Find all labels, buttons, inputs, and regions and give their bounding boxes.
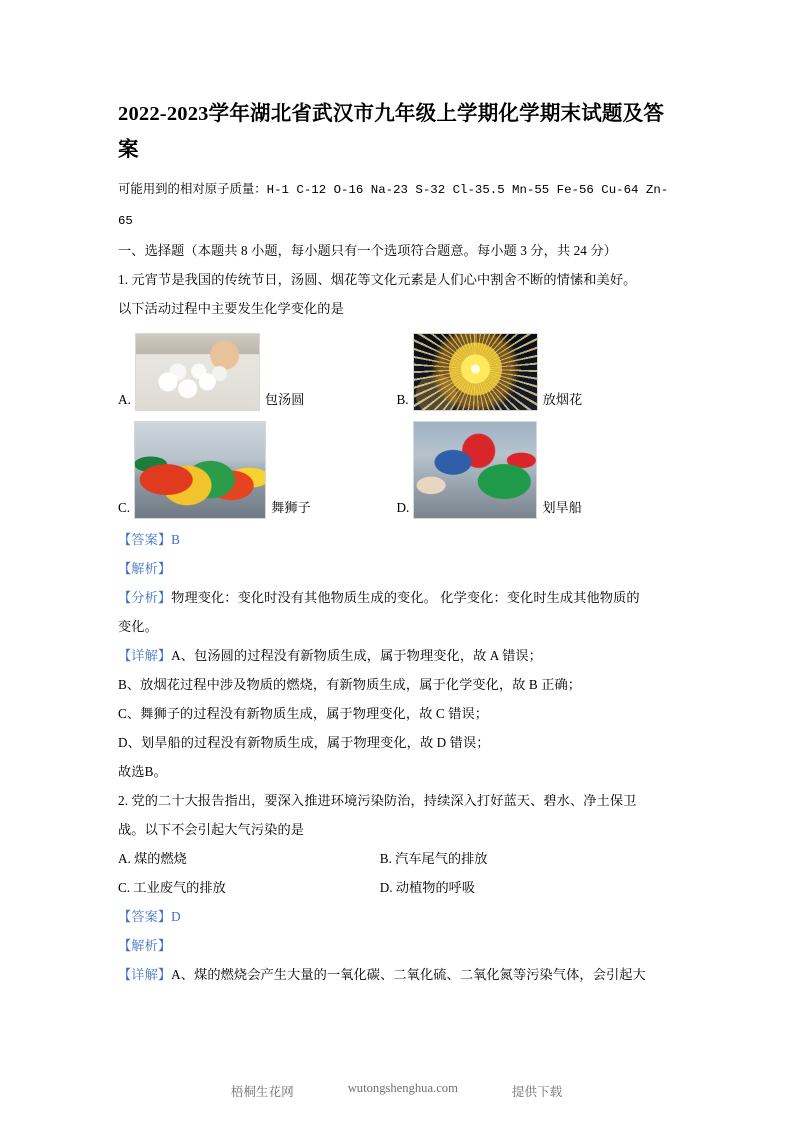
q1-stem-line1: 1. 元宵节是我国的传统节日，汤圆、烟花等文化元素是人们心中割舍不断的情愫和美好。	[118, 272, 637, 287]
atomic-mass-line	[118, 174, 675, 236]
q1-option-a[interactable]	[118, 333, 397, 411]
q2-option-c-letter: C.	[118, 880, 131, 895]
q2-option-d[interactable]	[380, 873, 475, 902]
q2-option-a-label: 煤的燃烧	[134, 851, 187, 866]
page-footer	[0, 1081, 793, 1100]
q1-option-d-label: 划旱船	[542, 500, 582, 515]
q2-answer	[118, 902, 675, 931]
q1-option-a-letter: A.	[118, 392, 131, 407]
q1-option-d-letter: D.	[396, 500, 410, 515]
q2-option-c[interactable]	[118, 873, 380, 902]
tangyuan-photo	[135, 333, 260, 411]
q1-answer-tag: 【答案】	[118, 532, 172, 547]
q1-detail-line-4: D、划旱船的过程没有新物质生成，属于物理变化，故 D 错误；	[118, 735, 490, 750]
q2-xiangjie-tag: 【详解】	[118, 967, 172, 982]
q1-answer	[118, 525, 675, 554]
footer-download-text: 提供下载	[511, 1085, 563, 1099]
q2-answer-value: D	[171, 909, 181, 924]
q1-option-b-label: 放烟花	[542, 392, 583, 407]
q2-stem-line2: 战。以下不会引起大气污染的是	[118, 822, 305, 837]
q1-fenxi-text1: 物理变化：变化时没有其他物质生成的变化。 化学变化：变化时生成其他物质的	[171, 590, 640, 605]
q2-option-a[interactable]	[118, 844, 380, 873]
q1-detail-text-1: A、包汤圆的过程没有新物质生成，属于物理变化，故 A 错误；	[171, 648, 542, 663]
q1-options-row-2	[118, 421, 675, 519]
lion-dance-photo	[134, 421, 266, 519]
q2-option-b-label: 汽车尾气的排放	[395, 851, 488, 866]
q1-analysis-tag-line	[118, 554, 675, 583]
page-title: 2022-2023学年湖北省武汉市九年级上学期化学期末试题及答案	[118, 103, 665, 161]
q1-option-c-letter: C.	[118, 500, 131, 515]
q1-xiangjie-tag: 【详解】	[118, 648, 172, 663]
q1-answer-value: B	[171, 532, 181, 547]
q1-detail-line-2: B、放烟花过程中涉及物质的燃烧，有新物质生成，属于化学变化，故 B 正确；	[118, 677, 582, 692]
q1-analysis-tag: 【解析】	[118, 561, 172, 576]
q1-option-c[interactable]	[118, 421, 397, 519]
q1-detail-line-1	[118, 641, 675, 670]
q1-fenxi-line1	[118, 583, 675, 612]
q2-option-c-label: 工业废气的排放	[133, 880, 226, 895]
footer-site-name: 梧桐生花网	[230, 1085, 294, 1099]
q1-detail-line-3: C、舞狮子的过程没有新物质生成，属于物理变化，故 C 错误；	[118, 706, 489, 721]
q1-option-a-label: 包汤圆	[264, 392, 305, 407]
q2-option-d-label: 动植物的呼吸	[395, 880, 476, 895]
footer-site-url: wutongshenghua.com	[347, 1081, 458, 1095]
q1-detail-line-5: 故选B。	[118, 764, 167, 779]
q2-analysis-tag: 【解析】	[118, 938, 172, 953]
atomic-mass-text: 可能用到的相对原子质量：H-1 C-12 O-16 Na-23 S-32 Cl-35.5 Mn-55 Fe-56 Cu-64 Zn-65	[118, 183, 669, 228]
q2-options-row-1	[118, 844, 675, 873]
q2-answer-tag: 【答案】	[118, 909, 172, 924]
q2-options-row-2	[118, 873, 675, 902]
q2-stem-line1: 2. 党的二十大报告指出，要深入推进环境污染防治，持续深入打好蓝天、碧水、净土保卫	[118, 793, 637, 808]
q1-fenxi-line2: 变化。	[118, 619, 158, 634]
section-heading: 一、选择题（本题共 8 小题，每小题只有一个选项符合题意。每小题 3 分，共 24 分）	[118, 243, 617, 258]
q1-option-d[interactable]	[397, 421, 676, 519]
q2-option-b-letter: B.	[379, 851, 392, 866]
firework-photo	[413, 333, 538, 411]
q1-option-b[interactable]	[397, 333, 676, 411]
q2-analysis-tag-line	[118, 931, 675, 960]
q2-detail-text-1: A、煤的燃烧会产生大量的一氧化碳、二氧化硫、二氧化氮等污染气体，会引起大	[171, 967, 646, 982]
q2-option-d-letter: D.	[379, 880, 393, 895]
q2-option-b[interactable]	[380, 844, 488, 873]
q1-fenxi-tag: 【分析】	[118, 590, 172, 605]
dragon-boat-photo	[413, 421, 537, 519]
q1-options-row-1	[118, 333, 675, 411]
q1-option-b-letter: B.	[396, 392, 409, 407]
q2-option-a-letter: A.	[118, 851, 131, 866]
q2-detail-line-1	[118, 960, 675, 989]
q1-stem-line2: 以下活动过程中主要发生化学变化的是	[118, 301, 344, 316]
q1-option-c-label: 舞狮子	[271, 500, 311, 515]
